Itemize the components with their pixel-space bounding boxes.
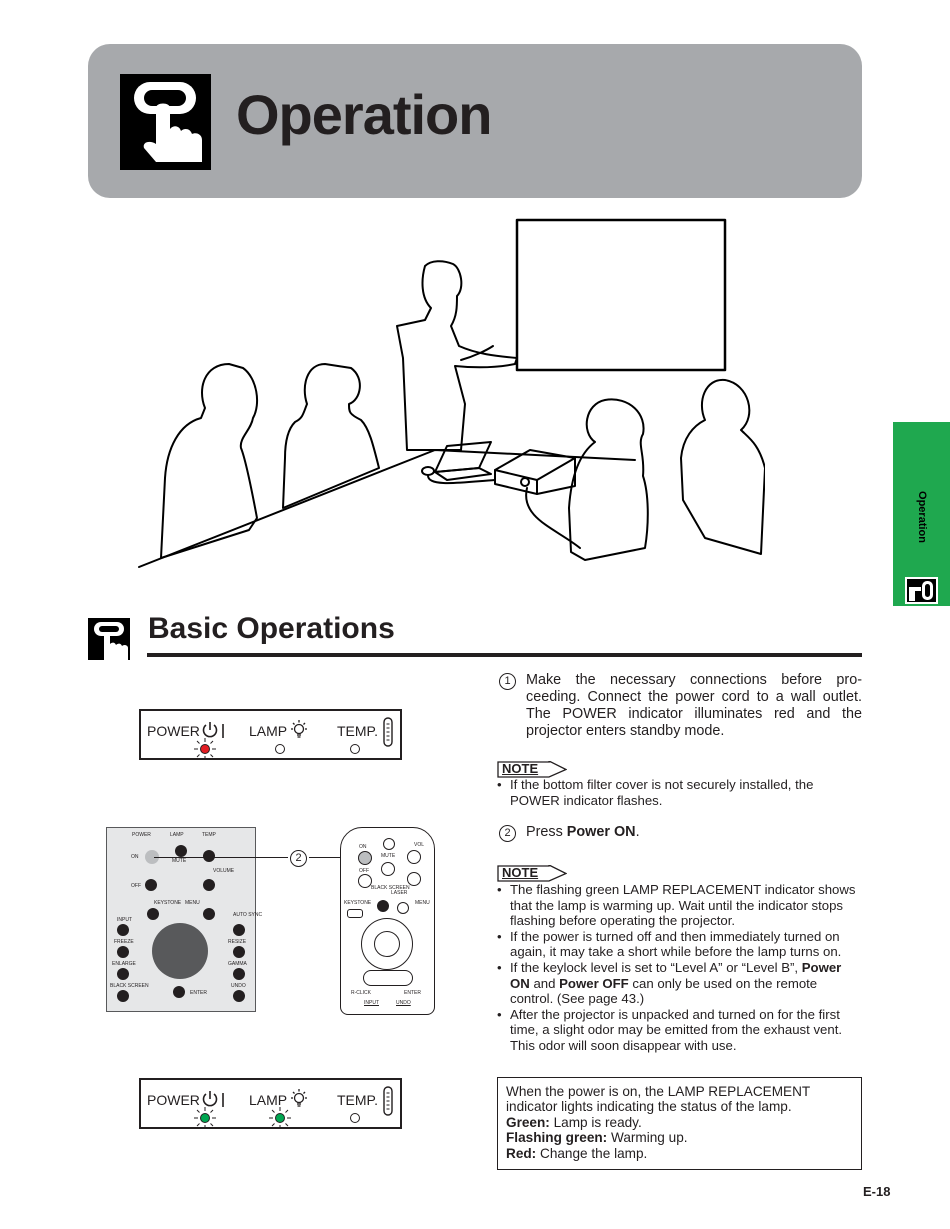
rp-enlarge-label: ENLARGE xyxy=(112,961,136,967)
hh-on-button[interactable] xyxy=(358,851,372,865)
projector-control-panel xyxy=(106,827,263,1012)
power-indicator-label: POWER xyxy=(147,1092,200,1108)
rp-auto-sync-button[interactable] xyxy=(233,924,245,936)
hh-input-label: INPUT xyxy=(364,1000,379,1006)
rp-black-screen-label: BLACK SCREEN xyxy=(110,983,149,989)
power-on-emphasis: Power ON xyxy=(566,824,636,840)
lamp-indicator-label: LAMP xyxy=(249,1092,288,1108)
rp-keystone-button[interactable] xyxy=(147,908,159,920)
rp-gamma-button[interactable] xyxy=(233,968,245,980)
rp-volume-label: VOLUME xyxy=(213,868,235,874)
hh-vol-label: VOL xyxy=(414,842,425,848)
hh-undo-label: UNDO xyxy=(396,1000,411,1006)
hand-pressing-button-icon xyxy=(905,577,938,604)
rp-direction-pad[interactable] xyxy=(152,923,208,979)
step-2-text: Press Power ON. xyxy=(526,824,640,840)
note-2-item: • The flashing green LAMP REPLACEMENT indicator shows that the lamp is warming up. Wait until the indicator stops flashing before operating the projector. xyxy=(497,882,862,929)
hh-off-label: OFF xyxy=(359,868,369,874)
step-number: 1 xyxy=(499,673,516,690)
rp-menu-label: MENU xyxy=(185,900,200,906)
hh-mouse-buttons[interactable] xyxy=(363,970,413,986)
lamp-led-off xyxy=(275,744,285,754)
rp-keystone-label: KEYSTONE xyxy=(154,900,182,906)
lamp-led-green xyxy=(268,1106,292,1130)
note-label: NOTE xyxy=(502,761,539,776)
rp-auto-sync-label: AUTO SYNC xyxy=(233,912,263,918)
step-1-text: Make the necessary connections before pro-ceeding. Connect the power cord to a wall outlet. The POWER indicator illuminates red and the projector enters standby mode. xyxy=(526,672,862,739)
hh-keystone-label: KEYSTONE xyxy=(344,900,372,906)
rp-black-screen-button[interactable] xyxy=(117,990,129,1002)
note-label: NOTE xyxy=(502,865,539,880)
rp-menu-button[interactable] xyxy=(203,908,215,920)
note-2-item: • If the power is turned off and then immediately turned on again, it may take a short while before the lamp turns on. xyxy=(497,929,862,960)
hh-enter-center-button[interactable] xyxy=(374,931,400,957)
rp-off-button[interactable] xyxy=(145,879,157,891)
hh-laser-label: LASER xyxy=(391,890,408,896)
rp-undo-label: UNDO xyxy=(231,983,246,989)
indicator-panel-standby xyxy=(139,709,402,760)
lamp-icon xyxy=(288,719,310,741)
rp-on-label: ON xyxy=(131,854,139,860)
side-tab-operation xyxy=(893,422,950,606)
temp-indicator-label: TEMP. xyxy=(337,1092,378,1108)
hh-laser-indicator xyxy=(383,838,395,850)
rp-resize-label: RESIZE xyxy=(228,939,247,945)
lamp-status-box xyxy=(497,1077,862,1170)
rp-freeze-label: FREEZE xyxy=(114,939,134,945)
note-1-list xyxy=(497,777,862,808)
hand-pressing-button-icon xyxy=(120,74,211,170)
section-title: Basic Operations xyxy=(148,612,395,645)
hh-r-click-label: R-CLICK xyxy=(351,990,372,996)
note-2-item: • If the keylock level is set to “Level A” or “Level B”, Power ON and Power OFF can only be used on the remote control. (See page 43.) xyxy=(497,960,862,1007)
hh-keystone-button[interactable] xyxy=(347,909,363,918)
rp-mute-button[interactable] xyxy=(175,845,187,857)
status-intro: When the power is on, the LAMP REPLACEMENT indicator lights indicating the status of the lamp. xyxy=(506,1084,810,1115)
callout-line-left xyxy=(154,857,288,858)
callout-number: 2 xyxy=(290,850,307,867)
presentation-meeting-illustration xyxy=(135,218,765,580)
hh-on-label: ON xyxy=(359,844,367,850)
hh-off-button[interactable] xyxy=(358,874,372,888)
temp-led-off xyxy=(350,744,360,754)
hh-volume-down-button[interactable] xyxy=(407,872,421,886)
thermometer-icon xyxy=(382,1086,394,1116)
rp-off-label: OFF xyxy=(131,883,141,889)
status-flashing: Flashing green: Warming up. xyxy=(506,1130,688,1146)
side-tab-label: Operation xyxy=(915,491,928,543)
thermometer-icon xyxy=(382,717,394,747)
section-rule xyxy=(147,653,862,657)
rp-power-label: POWER xyxy=(132,832,151,838)
note-2-item: • After the projector is unpacked and turned on for the first time, a slight odor may be emitted from the exhaust vent. This odor will soon disappear with use. xyxy=(497,1007,862,1054)
temp-led-off xyxy=(350,1113,360,1123)
hh-mute-label: MUTE xyxy=(381,853,396,859)
status-green: Green: Lamp is ready. xyxy=(506,1114,642,1130)
rp-enter-label: ENTER xyxy=(190,990,207,996)
rp-input-button[interactable] xyxy=(117,924,129,936)
note-1-item: • If the bottom filter cover is not securely installed, the POWER indicator flashes. xyxy=(497,777,862,808)
page-title: Operation xyxy=(236,83,492,146)
hh-mute-button[interactable] xyxy=(381,862,395,876)
rp-volume-down-button[interactable] xyxy=(203,879,215,891)
hh-laser-button[interactable] xyxy=(377,900,389,912)
note-2-list xyxy=(497,882,862,1054)
indicator-panel-power-on xyxy=(139,1078,402,1129)
hh-menu-label: MENU xyxy=(415,900,430,906)
hand-pressing-button-icon xyxy=(88,618,130,660)
step-number: 2 xyxy=(499,825,516,842)
rp-enlarge-button[interactable] xyxy=(117,968,129,980)
rp-temp-label: TEMP xyxy=(202,832,216,838)
hh-enter-label: ENTER xyxy=(404,990,421,996)
handheld-remote-control xyxy=(340,827,435,1015)
lamp-indicator-label: LAMP xyxy=(249,723,288,739)
power-indicator-label: POWER xyxy=(147,723,200,739)
rp-undo-button[interactable] xyxy=(233,990,245,1002)
power-led-red xyxy=(193,737,217,761)
rp-freeze-button[interactable] xyxy=(117,946,129,958)
rp-input-label: INPUT xyxy=(117,917,132,923)
page-number: E-18 xyxy=(863,1184,891,1199)
rp-mute-label: MUTE xyxy=(172,858,187,864)
rp-volume-up-button[interactable] xyxy=(203,850,215,862)
rp-resize-button[interactable] xyxy=(233,946,245,958)
hh-menu-button[interactable] xyxy=(397,902,409,914)
hh-black-screen-label: BLACK SCREEN xyxy=(371,885,410,891)
temp-indicator-label: TEMP. xyxy=(337,723,378,739)
rp-lamp-label: LAMP xyxy=(170,832,184,838)
status-red: Red: Change the lamp. xyxy=(506,1145,648,1161)
rp-enter-button[interactable] xyxy=(173,986,185,998)
rp-gamma-label: GAMMA xyxy=(228,961,247,967)
hh-volume-up-button[interactable] xyxy=(407,850,421,864)
power-led-green xyxy=(193,1106,217,1130)
